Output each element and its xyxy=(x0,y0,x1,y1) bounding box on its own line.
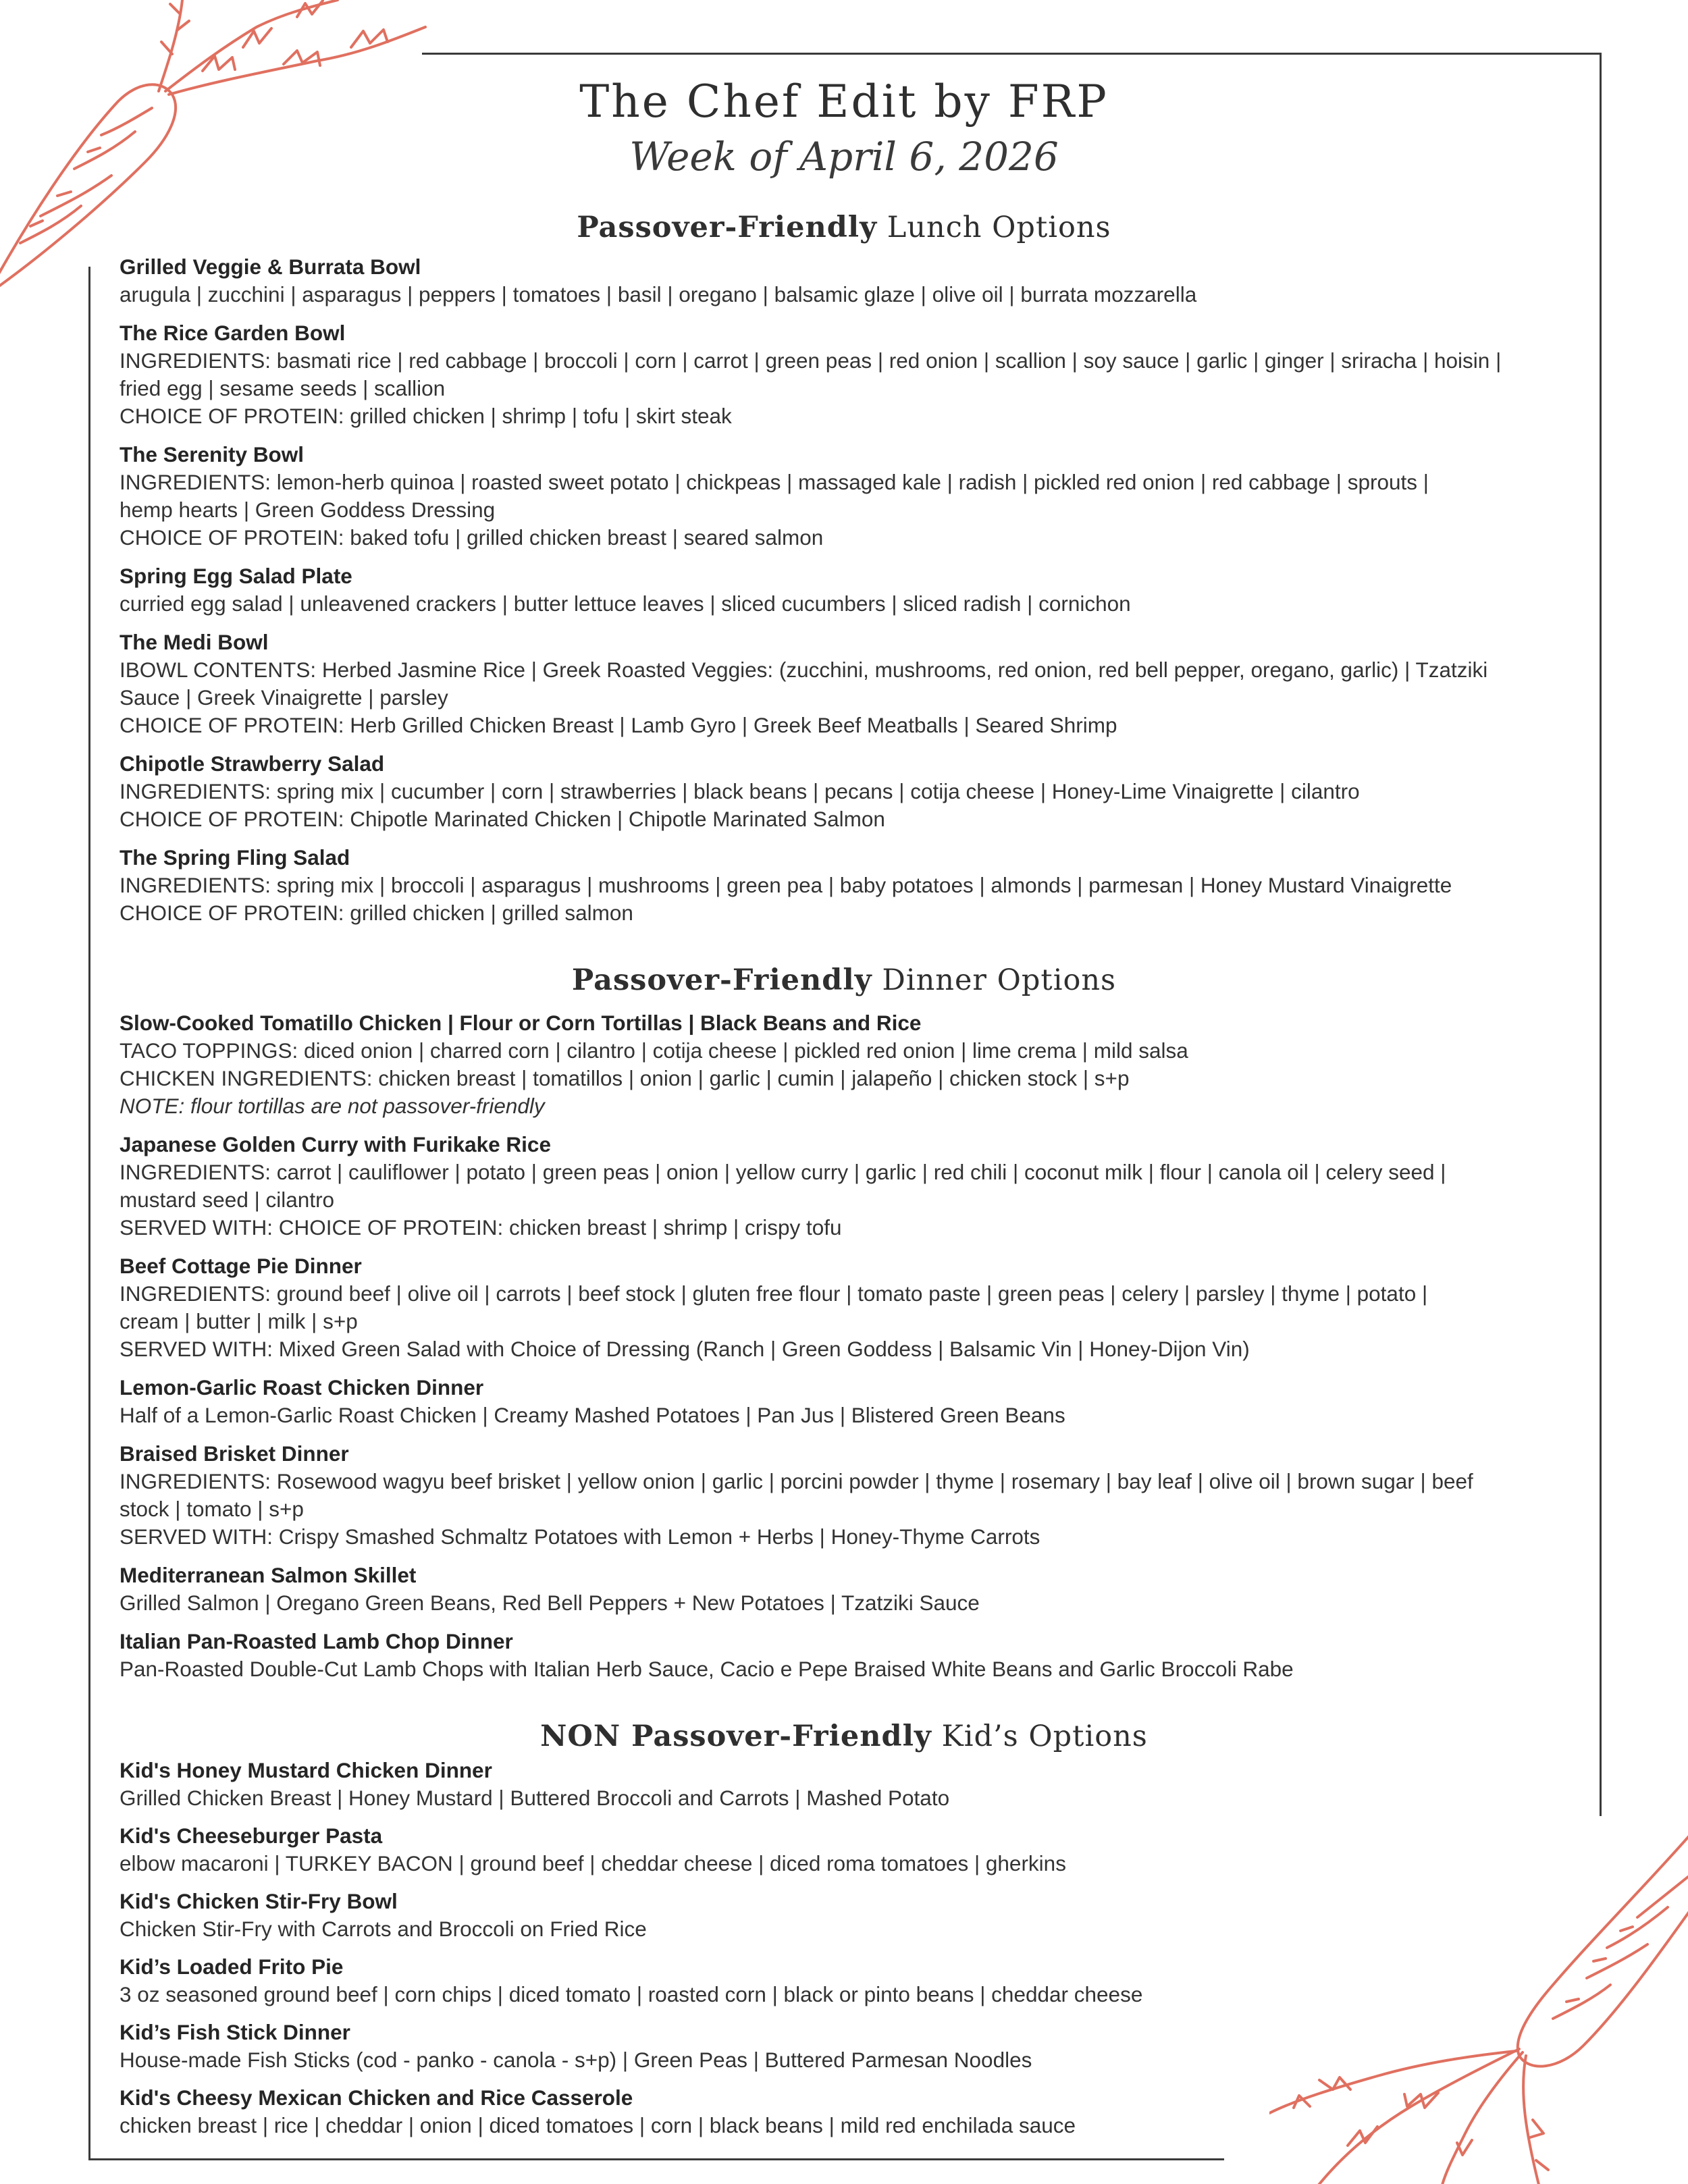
menu-item-name: Kid’s Fish Stick Dinner xyxy=(120,2020,350,2044)
menu-item xyxy=(120,562,1585,618)
menu-item-name: Japanese Golden Curry with Furikake Rice xyxy=(120,1132,551,1156)
menu-item-name: The Spring Fling Salad xyxy=(120,845,350,870)
menu-item-detail: CHICKEN INGREDIENTS: chicken breast | tomatillos | onion | garlic | cumin | jalapeño | chicken stock | s+p xyxy=(120,1066,1130,1090)
menu-item xyxy=(120,2019,1585,2074)
menu-item xyxy=(120,1628,1585,1683)
menu-item-detail: SERVED WITH: Mixed Green Salad with Choice of Dressing (Ranch | Green Goddess | Balsamic Vin | Honey-Dijon Vin) xyxy=(120,1337,1250,1361)
menu-item xyxy=(120,441,1585,552)
menu-item-detail: hemp hearts | Green Goddess Dressing xyxy=(120,498,496,522)
menu-item-name: Chipotle Strawberry Salad xyxy=(120,751,385,776)
menu-item-detail: INGREDIENTS: carrot | cauliflower | potato | green peas | onion | yellow curry | garlic | red chili | coconut milk | flour | canola oil | celery seed | xyxy=(120,1160,1446,1184)
week-subtitle: Week of April 6, 2026 xyxy=(629,134,1059,180)
page-title: The Chef Edit by FRP xyxy=(579,76,1109,128)
menu-item-name: The Rice Garden Bowl xyxy=(120,321,346,345)
menu-item xyxy=(120,1440,1585,1551)
kids-items-list xyxy=(120,1757,1585,2139)
menu-item-detail: Grilled Chicken Breast | Honey Mustard | Buttered Broccoli and Carrots | Mashed Potato xyxy=(120,1786,950,1810)
menu-item-detail: IBOWL CONTENTS: Herbed Jasmine Rice | Greek Roasted Veggies: (zucchini, mushrooms, red onion, red bell pepper, oregano, garlic) | Tzatziki xyxy=(120,658,1488,682)
menu-item-name: Kid's Cheesy Mexican Chicken and Rice Casserole xyxy=(120,2085,633,2110)
menu-item-detail: chicken breast | rice | cheddar | onion | diced tomatoes | corn | black beans | mild red enchilada sauce xyxy=(120,2113,1076,2137)
menu-item-name: Mediterranean Salmon Skillet xyxy=(120,1563,417,1587)
menu-item-detail: arugula | zucchini | asparagus | peppers | tomatoes | basil | oregano | balsamic glaze | olive oil | burrata mozzarella xyxy=(120,282,1197,307)
menu-item xyxy=(120,2084,1585,2139)
dinner-heading-bold: Passover-Friendly xyxy=(571,963,872,997)
menu-item xyxy=(120,1953,1585,2008)
kids-section-heading xyxy=(0,1720,1688,1753)
menu-item-detail: CHOICE OF PROTEIN: grilled chicken | shrimp | tofu | skirt steak xyxy=(120,404,732,428)
menu-item-detail: INGREDIENTS: Rosewood wagyu beef brisket | yellow onion | garlic | porcini powder | thyme | rosemary | bay leaf | olive oil | brown sugar | beef xyxy=(120,1469,1473,1493)
frame-bottom-border xyxy=(88,2158,1224,2160)
menu-item-detail: CHOICE OF PROTEIN: Herb Grilled Chicken Breast | Lamb Gyro | Greek Beef Meatballs | Seared Shrimp xyxy=(120,713,1117,737)
kids-heading-bold: NON Passover-Friendly xyxy=(540,1720,932,1753)
menu-item-detail: House-made Fish Sticks (cod - panko - canola - s+p) | Green Peas | Buttered Parmesan Noodles xyxy=(120,2048,1032,2072)
menu-item-detail: cream | butter | milk | s+p xyxy=(120,1309,358,1333)
menu-item-name: Kid's Chicken Stir-Fry Bowl xyxy=(120,1889,398,1913)
menu-item-detail: INGREDIENTS: spring mix | broccoli | asparagus | mushrooms | green pea | baby potatoes | almonds | parmesan | Honey Mustard Vinaigrette xyxy=(120,873,1452,897)
menu-item-name: The Medi Bowl xyxy=(120,630,269,654)
frame-top-border xyxy=(422,53,1602,55)
menu-item-detail: CHOICE OF PROTEIN: grilled chicken | grilled salmon xyxy=(120,901,633,925)
menu-item-detail: fried egg | sesame seeds | scallion xyxy=(120,376,446,400)
menu-item-detail: stock | tomato | s+p xyxy=(120,1497,304,1521)
menu-item-name: Lemon-Garlic Roast Chicken Dinner xyxy=(120,1375,484,1400)
menu-item-detail: INGREDIENTS: spring mix | cucumber | corn | strawberries | black beans | pecans | cotija cheese | Honey-Lime Vinaigrette | cilantro xyxy=(120,779,1360,803)
menu-item-detail: INGREDIENTS: basmati rice | red cabbage | broccoli | corn | carrot | green peas | red onion | scallion | soy sauce | garlic | ginger | sriracha | hoisin | xyxy=(120,348,1502,373)
dinner-section-heading xyxy=(0,963,1688,997)
dinner-heading-rest: Dinner Options xyxy=(882,963,1117,997)
menu-item xyxy=(120,750,1585,833)
lunch-heading-rest: Lunch Options xyxy=(887,211,1111,244)
menu-item xyxy=(120,1131,1585,1242)
menu-item xyxy=(120,1888,1585,1943)
menu-item-name: Braised Brisket Dinner xyxy=(120,1441,349,1466)
menu-item-detail: TACO TOPPINGS: diced onion | charred corn | cilantro | cotija cheese | pickled red onion | lime crema | mild salsa xyxy=(120,1038,1188,1063)
menu-item-note: NOTE: flour tortillas are not passover-friendly xyxy=(120,1094,545,1118)
menu-item-name: Spring Egg Salad Plate xyxy=(120,564,352,588)
menu-item-detail: INGREDIENTS: lemon-herb quinoa | roasted sweet potato | chickpeas | massaged kale | radish | pickled red onion | red cabbage | sprouts | xyxy=(120,470,1429,494)
menu-item xyxy=(120,1374,1585,1429)
menu-item-detail: mustard seed | cilantro xyxy=(120,1188,335,1212)
menu-item-detail: Half of a Lemon-Garlic Roast Chicken | Creamy Mashed Potatoes | Pan Jus | Blistered Green Beans xyxy=(120,1403,1065,1427)
menu-item xyxy=(120,629,1585,739)
menu-item-name: Kid's Cheeseburger Pasta xyxy=(120,1823,383,1848)
menu-item xyxy=(120,1252,1585,1363)
lunch-section-heading xyxy=(0,211,1688,244)
menu-item xyxy=(120,1757,1585,1812)
menu-item-name: Kid’s Loaded Frito Pie xyxy=(120,1954,344,1979)
menu-item-detail: curried egg salad | unleavened crackers | butter lettuce leaves | sliced cucumbers | sliced radish | cornichon xyxy=(120,591,1131,616)
menu-item-name: Kid's Honey Mustard Chicken Dinner xyxy=(120,1758,492,1782)
menu-item xyxy=(120,844,1585,927)
menu-item xyxy=(120,253,1585,309)
menu-item-detail: Grilled Salmon | Oregano Green Beans, Red Bell Peppers + New Potatoes | Tzatziki Sauce xyxy=(120,1591,980,1615)
menu-item-name: Grilled Veggie & Burrata Bowl xyxy=(120,255,421,279)
menu-item-detail: Pan-Roasted Double-Cut Lamb Chops with Italian Herb Sauce, Cacio e Pepe Braised White Beans and Garlic Broccoli Rabe xyxy=(120,1657,1294,1681)
menu-item-detail: elbow macaroni | TURKEY BACON | ground beef | cheddar cheese | diced roma tomatoes | gherkins xyxy=(120,1851,1066,1875)
frame-right-border xyxy=(1600,53,1602,1816)
lunch-items-list xyxy=(120,253,1585,927)
menu-item xyxy=(120,1822,1585,1877)
menu-item-detail: SERVED WITH: Crispy Smashed Schmaltz Potatoes with Lemon + Herbs | Honey-Thyme Carrots xyxy=(120,1524,1040,1549)
menu-item xyxy=(120,319,1585,430)
menu-item-name: The Serenity Bowl xyxy=(120,442,305,467)
menu-item-name: Italian Pan-Roasted Lamb Chop Dinner xyxy=(120,1629,513,1653)
menu-item-name: Slow-Cooked Tomatillo Chicken | Flour or Corn Tortillas | Black Beans and Rice xyxy=(120,1011,922,1035)
menu-item-detail: 3 oz seasoned ground beef | corn chips | diced tomato | roasted corn | black or pinto beans | cheddar cheese xyxy=(120,1982,1143,2006)
menu-item xyxy=(120,1009,1585,1120)
menu-item-name: Beef Cottage Pie Dinner xyxy=(120,1254,362,1278)
menu-item xyxy=(120,1562,1585,1617)
menu-item-detail: Sauce | Greek Vinaigrette | parsley xyxy=(120,685,448,710)
menu-item-detail: Chicken Stir-Fry with Carrots and Broccoli on Fried Rice xyxy=(120,1917,647,1941)
lunch-heading-bold: Passover-Friendly xyxy=(577,211,878,244)
menu-item-detail: INGREDIENTS: ground beef | olive oil | carrots | beef stock | gluten free flour | tomato paste | green peas | celery | parsley | thyme | potato | xyxy=(120,1281,1428,1306)
frame-left-border xyxy=(88,267,90,2160)
menu-item-detail: CHOICE OF PROTEIN: baked tofu | grilled chicken breast | seared salmon xyxy=(120,525,824,550)
kids-heading-rest: Kid’s Options xyxy=(941,1720,1148,1753)
menu-item-detail: SERVED WITH: CHOICE OF PROTEIN: chicken breast | shrimp | crispy tofu xyxy=(120,1215,842,1240)
dinner-items-list xyxy=(120,1009,1585,1683)
menu-item-detail: CHOICE OF PROTEIN: Chipotle Marinated Chicken | Chipotle Marinated Salmon xyxy=(120,807,885,831)
